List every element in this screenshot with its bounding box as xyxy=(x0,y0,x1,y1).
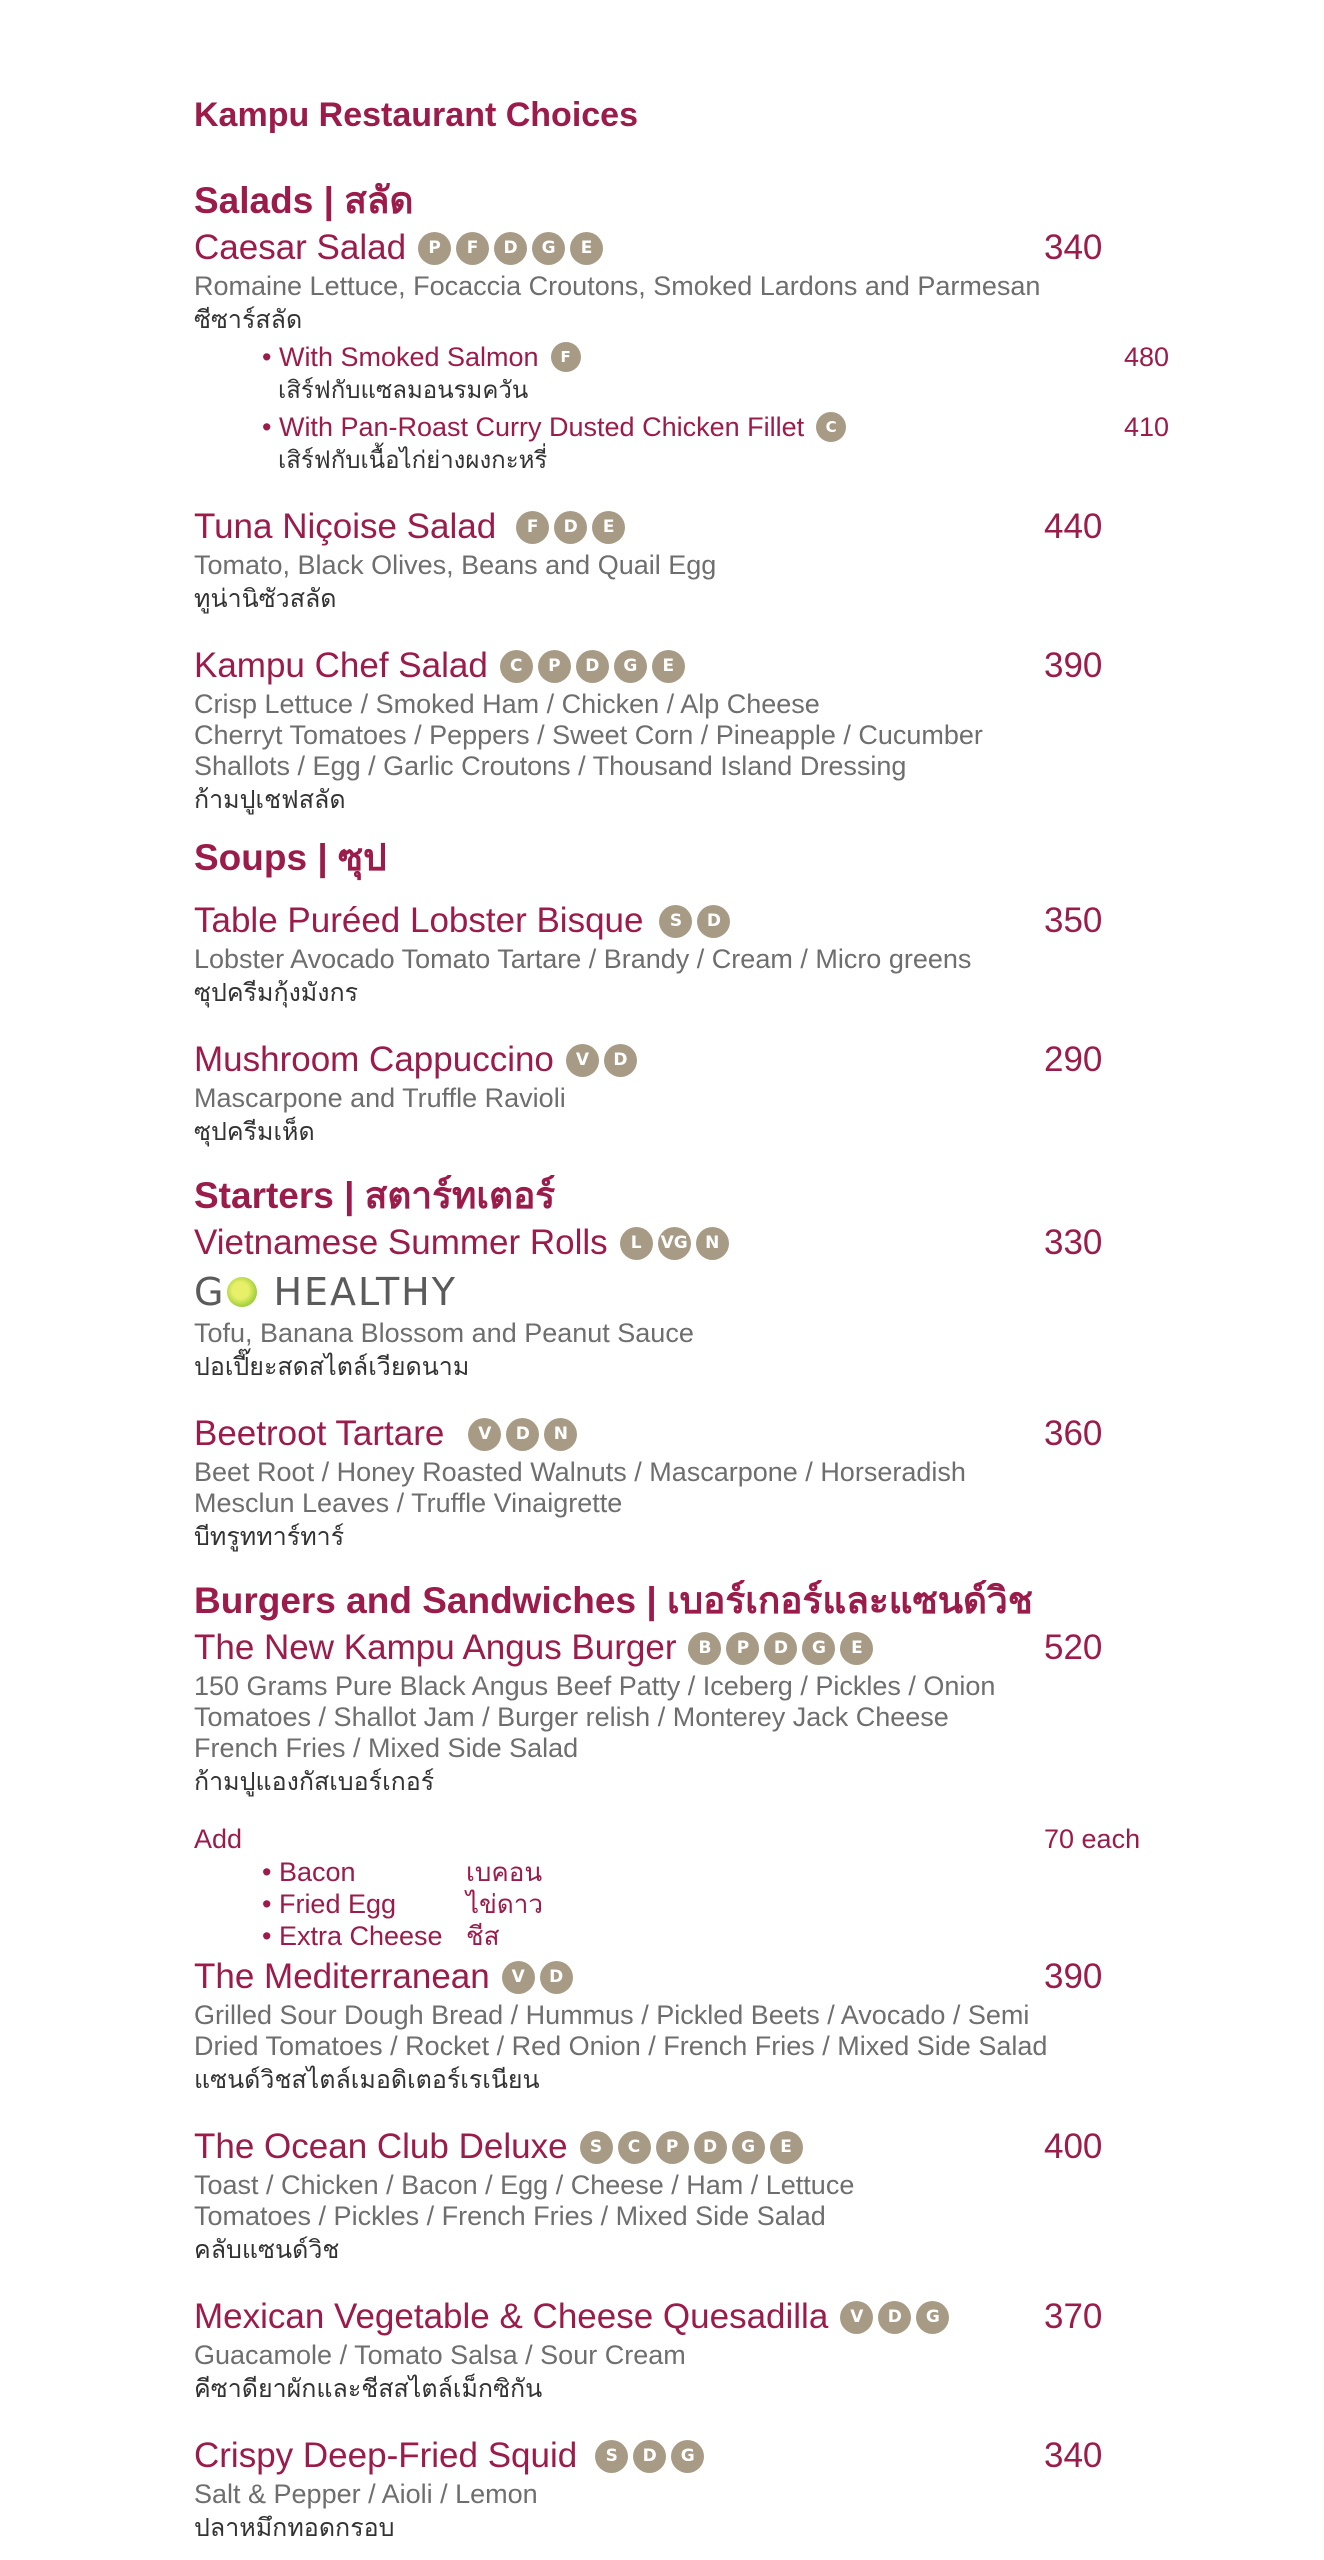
add-ons xyxy=(194,1822,1154,1952)
shellfish-icon: S xyxy=(595,2440,628,2473)
item-description: Beet Root / Honey Roasted Walnuts / Mascarpone / Horseradish xyxy=(194,1457,966,1487)
add-on-list xyxy=(262,1856,1154,1952)
option-name: • With Pan-Roast Curry Dusted Chicken Fillet xyxy=(262,412,805,442)
dairy-icon: D xyxy=(633,2440,666,2473)
dairy-icon: D xyxy=(506,1418,539,1451)
dairy-icon: D xyxy=(697,905,730,938)
pork-icon: P xyxy=(538,650,571,683)
item-thai-name: ซีซาร์สลัด xyxy=(194,306,303,334)
item-description: Guacamole / Tomato Salsa / Sour Cream xyxy=(194,2340,686,2370)
allergen-icons xyxy=(580,2131,803,2164)
pork-icon: P xyxy=(726,1632,759,1665)
item-thai-name: ก้ามปูเชฟสลัด xyxy=(194,786,346,814)
allergen-icons xyxy=(468,1418,577,1451)
menu-page xyxy=(194,96,1170,2546)
item-thai-name: ปลาหมึกทอดกรอบ xyxy=(194,2514,395,2542)
item-price: 360 xyxy=(1044,1414,1103,1453)
gluten-icon: G xyxy=(802,1632,835,1665)
add-label: Add xyxy=(194,1824,243,1854)
item-name: The Mediterranean xyxy=(194,1957,490,1996)
vegetarian-icon: V xyxy=(566,1044,599,1077)
item-price: 330 xyxy=(1044,1223,1103,1262)
section-title-soups: Soups | ซุป xyxy=(194,837,387,878)
dairy-icon: D xyxy=(604,1044,637,1077)
dairy-icon: D xyxy=(878,2301,911,2334)
option-price: 480 xyxy=(1124,342,1170,372)
chicken-icon: C xyxy=(618,2131,651,2164)
allergen-icons xyxy=(516,511,625,544)
item-price: 290 xyxy=(1044,1040,1103,1079)
gluten-icon: G xyxy=(614,650,647,683)
item-description: Romaine Lettuce, Focaccia Croutons, Smoked Lardons and Parmesan xyxy=(194,271,1041,301)
item-price: 400 xyxy=(1044,2127,1103,2166)
fish-icon: F xyxy=(551,342,581,372)
egg-icon: E xyxy=(840,1632,873,1665)
item-thai-name: ทูน่านิซัวสลัด xyxy=(194,585,337,613)
dairy-icon: D xyxy=(540,1961,573,1994)
item-description: Tomatoes / Shallot Jam / Burger relish / Monterey Jack Cheese xyxy=(194,1702,949,1732)
gluten-icon: G xyxy=(916,2301,949,2334)
item-price: 390 xyxy=(1044,646,1103,685)
menu-item-tuna-nicoise xyxy=(194,504,1154,617)
item-price: 520 xyxy=(1044,1628,1103,1667)
egg-icon: E xyxy=(770,2131,803,2164)
vegetarian-icon: V xyxy=(468,1418,501,1451)
allergen-icons xyxy=(502,1961,573,1994)
vegetarian-icon: V xyxy=(502,1961,535,1994)
item-description: Salt & Pepper / Aioli / Lemon xyxy=(194,2479,538,2509)
section-title-burgers: Burgers and Sandwiches | เบอร์เกอร์และแซนด์วิช xyxy=(194,1580,1033,1621)
allergen-icons xyxy=(418,232,603,265)
item-price: 370 xyxy=(1044,2297,1103,2336)
allergen-icons xyxy=(566,1044,637,1077)
item-price: 390 xyxy=(1044,1957,1103,1996)
item-description: Lobster Avocado Tomato Tartare / Brandy / Cream / Micro greens xyxy=(194,944,972,974)
add-on-bacon: • Bacon เบคอน xyxy=(262,1856,543,1887)
menu-item-crispy-squid xyxy=(194,2433,1154,2546)
section-title-starters: Starters | สตาร์ทเตอร์ xyxy=(194,1175,556,1216)
item-thai-name: ซุปครีมเห็ด xyxy=(194,1118,315,1146)
add-on-extra-cheese: • Extra Cheese ชีส xyxy=(262,1920,500,1951)
gluten-icon: G xyxy=(732,2131,765,2164)
pork-icon: P xyxy=(656,2131,689,2164)
item-description: Tofu, Banana Blossom and Peanut Sauce xyxy=(194,1318,694,1348)
allergen-icons xyxy=(840,2301,949,2334)
item-description: Mesclun Leaves / Truffle Vinaigrette xyxy=(194,1488,623,1518)
option-smoked-salmon xyxy=(262,340,1170,408)
dairy-icon: D xyxy=(494,232,527,265)
item-price: 350 xyxy=(1044,901,1103,940)
menu-item-vietnamese-summer-rolls xyxy=(194,1220,1154,1385)
item-description: Tomatoes / Pickles / French Fries / Mixed Side Salad xyxy=(194,2201,826,2231)
vegetarian-icon: V xyxy=(840,2301,873,2334)
nut-icon: N xyxy=(544,1418,577,1451)
egg-icon: E xyxy=(592,511,625,544)
item-description: Dried Tomatoes / Rocket / Red Onion / French Fries / Mixed Side Salad xyxy=(194,2031,1048,2061)
item-description: 150 Grams Pure Black Angus Beef Patty / Iceberg / Pickles / Onion xyxy=(194,1671,996,1701)
dairy-icon: D xyxy=(764,1632,797,1665)
menu-item-beetroot-tartare xyxy=(194,1411,1154,1555)
page-title: Kampu Restaurant Choices xyxy=(194,96,638,134)
item-description: Grilled Sour Dough Bread / Hummus / Pickled Beets / Avocado / Semi xyxy=(194,2000,1030,2030)
item-description: Cherryt Tomatoes / Peppers / Sweet Corn / Pineapple / Cucumber xyxy=(194,720,983,750)
item-name: Beetroot Tartare xyxy=(194,1414,445,1453)
item-name: Vietnamese Summer Rolls xyxy=(194,1223,608,1262)
shellfish-icon: S xyxy=(659,905,692,938)
pork-icon: P xyxy=(418,232,451,265)
gluten-icon: G xyxy=(532,232,565,265)
menu-item-the-mediterranean xyxy=(194,1954,1154,2098)
item-name: Mexican Vegetable & Cheese Quesadilla xyxy=(194,2297,829,2336)
item-description: Toast / Chicken / Bacon / Egg / Cheese / Ham / Lettuce xyxy=(194,2170,855,2200)
egg-icon: E xyxy=(570,232,603,265)
item-thai-name: ซุปครีมกุ้งมังกร xyxy=(194,979,359,1007)
add-price: 70 each xyxy=(1044,1824,1141,1854)
item-name: The Ocean Club Deluxe xyxy=(194,2127,568,2166)
item-name: Table Puréed Lobster Bisque xyxy=(194,901,644,940)
item-price: 440 xyxy=(1044,507,1103,546)
item-description: Shallots / Egg / Garlic Croutons / Thousand Island Dressing xyxy=(194,751,907,781)
option-chicken-fillet xyxy=(262,410,1170,478)
item-thai-name: คลับแซนด์วิช xyxy=(194,2236,340,2264)
item-name: Caesar Salad xyxy=(194,228,407,267)
item-name: Kampu Chef Salad xyxy=(194,646,488,685)
chicken-icon: C xyxy=(500,650,533,683)
item-name: Crispy Deep-Fried Squid xyxy=(194,2436,578,2475)
item-description: Tomato, Black Olives, Beans and Quail Egg xyxy=(194,550,717,580)
menu-item-kampu-chef-salad xyxy=(194,643,1154,818)
menu-item-ocean-club-deluxe xyxy=(194,2124,1154,2268)
go-healthy-logo: G HEALTHY xyxy=(194,1270,457,1314)
item-description: Crisp Lettuce / Smoked Ham / Chicken / Alp Cheese xyxy=(194,689,820,719)
beef-icon: B xyxy=(688,1632,721,1665)
item-thai-name: คีซาดียาผักและชีสสไตล์เม็กซิกัน xyxy=(194,2375,543,2403)
option-price: 410 xyxy=(1124,412,1170,442)
item-name: Tuna Niçoise Salad xyxy=(194,507,497,546)
section-title-salads: Salads | สลัด xyxy=(194,180,414,221)
item-name: Mushroom Cappuccino xyxy=(194,1040,554,1079)
lactose-free-icon: L xyxy=(620,1227,653,1260)
item-description: French Fries / Mixed Side Salad xyxy=(194,1733,579,1763)
fish-icon: F xyxy=(516,511,549,544)
item-thai-name: ปอเปี๊ยะสดสไตล์เวียดนาม xyxy=(194,1353,470,1381)
spicy-icon: S xyxy=(580,2131,613,2164)
item-thai-name: บีทรูททาร์ทาร์ xyxy=(194,1523,345,1551)
item-description: Mascarpone and Truffle Ravioli xyxy=(194,1083,566,1113)
fish-icon: F xyxy=(456,232,489,265)
add-on-fried-egg: • Fried Egg ไข่ดาว xyxy=(262,1888,543,1919)
menu-item-mushroom-cappuccino xyxy=(194,1037,1154,1150)
menu-item-quesadilla xyxy=(194,2294,1154,2407)
go-healthy-dot-icon xyxy=(227,1277,257,1307)
menu-item-angus-burger xyxy=(194,1625,1154,1800)
item-thai-name: ก้ามปูแองกัสเบอร์เกอร์ xyxy=(194,1768,435,1796)
gluten-icon: G xyxy=(671,2440,704,2473)
allergen-icons xyxy=(595,2440,704,2473)
item-thai-name: แซนด์วิชสไตล์เมอดิเตอร์เรเนียน xyxy=(194,2066,540,2094)
allergen-icons xyxy=(688,1632,873,1665)
item-price: 340 xyxy=(1044,228,1103,267)
allergen-icons xyxy=(500,650,685,683)
vegan-icon: VG xyxy=(658,1227,691,1260)
option-thai-name: เสิร์ฟกับเนื้อไก่ย่างผงกะหรี่ xyxy=(278,447,548,474)
option-thai-name: เสิร์ฟกับแซลมอนรมควัน xyxy=(278,377,529,404)
option-name: • With Smoked Salmon xyxy=(262,342,539,372)
dairy-icon: D xyxy=(554,511,587,544)
allergen-icons xyxy=(659,905,730,938)
allergen-icons xyxy=(620,1227,729,1260)
chicken-icon: C xyxy=(816,412,846,442)
item-name: The New Kampu Angus Burger xyxy=(194,1628,677,1667)
dairy-icon: D xyxy=(576,650,609,683)
dairy-icon: D xyxy=(694,2131,727,2164)
item-price: 340 xyxy=(1044,2436,1103,2475)
egg-icon: E xyxy=(652,650,685,683)
nut-icon: N xyxy=(696,1227,729,1260)
menu-item-lobster-bisque xyxy=(194,898,1154,1011)
menu-item-caesar-salad xyxy=(194,225,1170,478)
